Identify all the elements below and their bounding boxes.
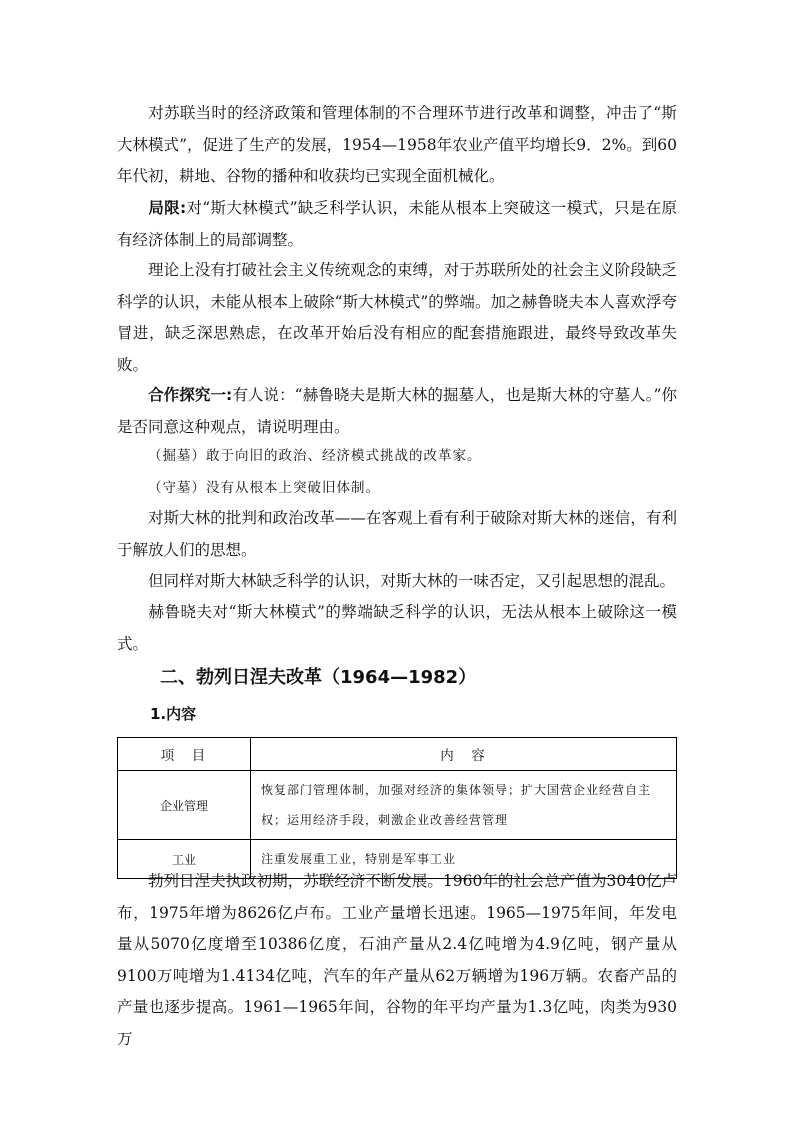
table-header-content: 内 容 bbox=[251, 738, 677, 771]
paragraph-limitations bbox=[117, 193, 677, 256]
table-header-item: 项 目 bbox=[118, 738, 251, 771]
paragraph-text: 但同样对斯大林缺乏科学的认识，对斯大林的一味否定，又引起思想的混乱。 bbox=[148, 572, 676, 590]
paragraph-text: 勃列日涅夫执政初期，苏联经济不断发展。1960年的社会总产值为3040亿卢布，1975年增为8626亿卢布。工业产量增长迅速。1965—1975年间，年发电量从5070亿度增至10386亿度，石油产量从2.4亿吨增为4.9亿吨，钢产量从9100万吨增为1.4134亿吨，汽车的年产量从62万辆增为196万辆。农畜产品的产量也逐步提高。1961—1965年间，谷物的年平均产量为1.3亿吨，肉类为930万 bbox=[117, 872, 677, 1048]
paragraph-text: 理论上没有打破社会主义传统观念的束缚，对于苏联所处的社会主义阶段缺乏科学的认识，未能从根本上破除“斯大林模式”的弊端。加之赫鲁晓夫本人喜欢浮夸冒进，缺乏深思熟虑，在改革开始后没有相应的配套措施跟进，最终导致改革失败。 bbox=[117, 261, 677, 374]
note-grave-digger: （掘墓）敢于向旧的政治、经济模式挑战的改革家。 bbox=[148, 448, 482, 464]
paragraph-confusion bbox=[117, 566, 677, 598]
table-cell-content: 恢复部门管理体制，加强对经济的集体领导；扩大国营企业经营自主权；运用经济手段，刺激企业改善经营管理 bbox=[251, 771, 677, 840]
inquiry-label: 合作探究一: bbox=[148, 386, 233, 404]
paragraph-text: 赫鲁晓夫对“斯大林模式”的弊端缺乏科学的认识，无法从根本上破除这一模式。 bbox=[117, 603, 677, 653]
paragraph-text: 有人说：“赫鲁晓夫是斯大林的掘墓人，也是斯大林的守墓人。”你是否同意这种观点，请说明理由。 bbox=[117, 386, 677, 436]
table-cell-content: 注重发展重工业，特别是军事工业 bbox=[251, 840, 677, 879]
table-cell-item: 工业 bbox=[118, 840, 251, 879]
table-cell-item: 企业管理 bbox=[118, 771, 251, 840]
paragraph-brezhnev-growth bbox=[117, 866, 677, 1055]
limitation-label: 局限: bbox=[148, 199, 187, 217]
paragraph-inquiry bbox=[117, 380, 677, 443]
content-table bbox=[117, 737, 677, 879]
table-header-row bbox=[118, 738, 677, 771]
note-grave-keeper: （守墓）没有从根本上突破旧体制。 bbox=[148, 480, 380, 496]
paragraph-criticism bbox=[117, 503, 677, 566]
paragraph-text: 对斯大林的批判和政治改革——在客观上看有利于破除对斯大林的迷信，有利于解放人们的思想。 bbox=[117, 509, 677, 559]
section-heading: 二、勃列日涅夫改革（1964—1982） bbox=[160, 667, 477, 688]
paragraph-reform-effects bbox=[117, 98, 677, 193]
paragraph-text: 对“斯大林模式”缺乏科学认识，未能从根本上突破这一模式，只是在原有经济体制上的局部调整。 bbox=[117, 199, 677, 249]
paragraph-conclusion bbox=[117, 597, 677, 660]
paragraph-text: 对苏联当时的经济政策和管理体制的不合理环节进行改革和调整，冲击了“斯大林模式”，促进了生产的发展，1954—1958年农业产值平均增长9．2%。到60年代初，耕地、谷物的播种和收获均已实现全面机械化。 bbox=[117, 104, 677, 185]
table-row bbox=[118, 771, 677, 840]
subsection-heading: 1.内容 bbox=[150, 705, 197, 723]
paragraph-theory bbox=[117, 255, 677, 381]
